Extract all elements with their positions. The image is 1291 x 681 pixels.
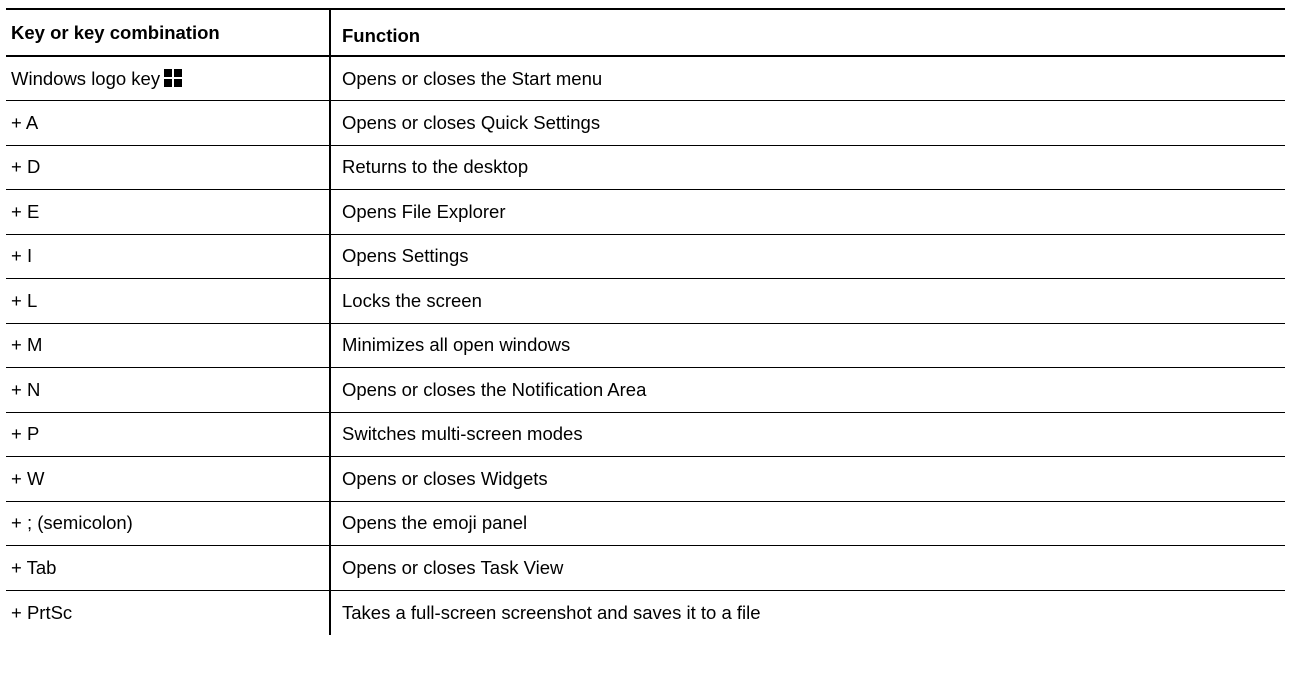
key-cell: + I [6,234,330,279]
table-row [6,101,1285,146]
table-row [6,323,1285,368]
function-cell: Opens or closes Quick Settings [330,101,1285,146]
function-cell: Opens or closes the Notification Area [330,368,1285,413]
table-row [6,56,1285,101]
function-cell: Opens File Explorer [330,190,1285,235]
shortcut-table-container [6,8,1285,635]
key-cell: + Tab [6,546,330,591]
table-row [6,279,1285,324]
table-row [6,590,1285,635]
key-cell: + D [6,145,330,190]
table-row [6,234,1285,279]
windows-logo-icon [164,69,182,87]
function-cell: Opens the emoji panel [330,501,1285,546]
function-cell: Opens or closes the Start menu [330,56,1285,101]
column-header-key: Key or key combination [6,9,330,56]
table-row [6,368,1285,413]
function-cell: Returns to the desktop [330,145,1285,190]
key-cell: + ; (semicolon) [6,501,330,546]
column-header-function: Function [330,9,1285,56]
key-cell: + L [6,279,330,324]
table-row [6,145,1285,190]
key-cell: + A [6,101,330,146]
key-cell: + M [6,323,330,368]
key-cell: + PrtSc [6,590,330,635]
function-cell: Opens or closes Widgets [330,457,1285,502]
table-row [6,546,1285,591]
function-cell: Locks the screen [330,279,1285,324]
table-row [6,457,1285,502]
function-cell: Opens or closes Task View [330,546,1285,591]
key-cell: + E [6,190,330,235]
key-cell [6,56,330,101]
key-cell: + P [6,412,330,457]
table-row [6,190,1285,235]
table-row [6,412,1285,457]
table-row [6,501,1285,546]
table-header-row [6,9,1285,56]
keyboard-shortcuts-table [6,8,1285,635]
function-cell: Takes a full-screen screenshot and saves it to a file [342,601,761,623]
key-cell: + N [6,368,330,413]
function-cell: Minimizes all open windows [330,323,1285,368]
key-text: Windows logo key [11,67,161,89]
function-cell: Opens Settings [330,234,1285,279]
key-cell: + W [6,457,330,502]
function-cell: Switches multi-screen modes [330,412,1285,457]
